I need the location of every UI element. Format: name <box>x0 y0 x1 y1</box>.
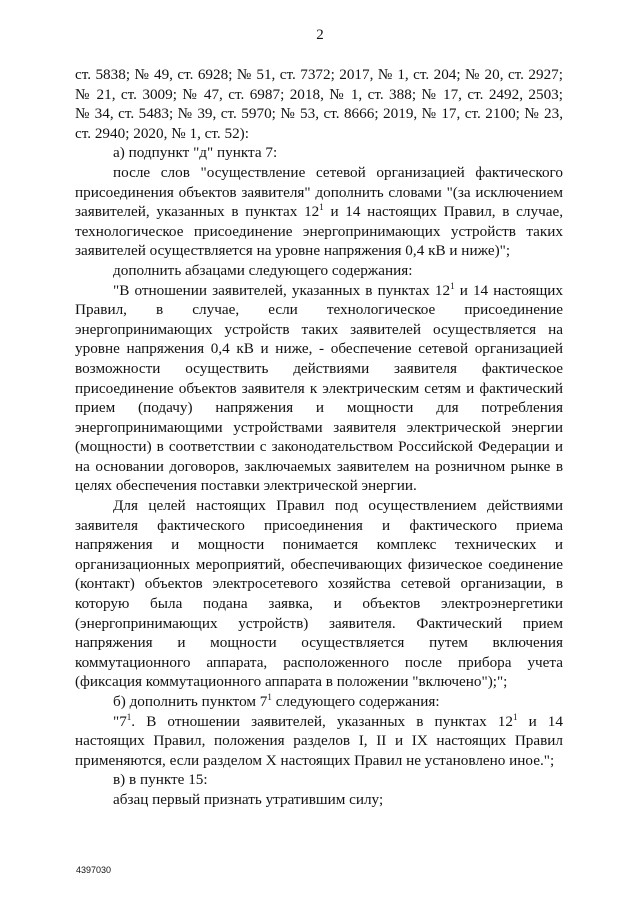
text-line: заявителей осуществляется на уровне напряжения 0,4 кВ и ниже)"; <box>75 242 511 260</box>
text-line: (мощности) в соответствии с законодательством Российской Федерации и <box>75 438 563 456</box>
text-line: заявителя фактического присоединения и фактического приема <box>75 516 563 534</box>
text-segment: и 14 настоящих <box>454 281 563 299</box>
text-line: энергопринимающих устройств таких заявителей осуществляется на <box>75 320 563 338</box>
text-line: технологическое присоединение энергопринимающих устройств таких <box>75 222 563 240</box>
text-segment: "В отношении заявителей, указанных в пунктах 12 <box>113 281 451 299</box>
text-line: возможности осуществить действиями заявителя фактическое <box>75 359 563 377</box>
text-line: после слов "осуществление сетевой организацией фактического <box>113 163 563 181</box>
text-line: присоединение объектов заявителя к электрическим сетям и фактический <box>75 379 563 397</box>
text-segment: б) дополнить пунктом 7 <box>113 693 268 710</box>
text-segment: следующего содержания: <box>271 693 440 710</box>
text-line: коммутационного аппарата, расположенного после прибора учета <box>75 653 563 671</box>
text-line: ст. 5838; № 49, ст. 6928; № 51, ст. 7372; 2017, № 1, ст. 204; № 20, ст. 2927; <box>75 66 563 83</box>
text-line: применяются, если разделом X настоящих Правил не установлено иное."; <box>75 751 555 769</box>
text-line: (контакт) объектов электросетевого хозяйства сетевой организации, в <box>75 575 563 593</box>
text-line: организационных мероприятий, обеспечивающих физическое соединение <box>75 555 563 573</box>
text-segment: и 14 настоящих Правил, в случае, <box>330 203 563 221</box>
text-line: на основании договоров, заключаемых заявителем на розничном рынке в <box>75 457 563 475</box>
text-line: уровне напряжения 0,4 кВ и ниже, - обеспечение сетевой организацией <box>75 340 563 358</box>
text-line: дополнить абзацами следующего содержания: <box>113 261 413 279</box>
text-line <box>75 281 563 301</box>
text-segment: заявителей, указанных в пунктах 12 <box>75 203 320 221</box>
superscript: 1 <box>267 692 272 702</box>
text-line: целях обеспечения поставки электрической энергии. <box>75 477 417 495</box>
text-line: а) подпункт "д" пункта 7: <box>113 144 278 162</box>
text-segment: . В отношении заявителей, указанных в пунктах 12 <box>131 712 513 730</box>
superscript: 1 <box>512 711 518 722</box>
superscript: 1 <box>319 202 324 213</box>
text-line <box>75 692 563 712</box>
page-number: 2 <box>316 27 324 43</box>
text-line: (фиксация коммутационного аппарата в положении "включено");"; <box>75 673 508 691</box>
text-line <box>75 202 563 222</box>
text-line: настоящих Правил, положения разделов I, II и IX настоящих Правил <box>75 732 563 750</box>
text-line: № 21, ст. 3009; № 47, ст. 6987; 2018, № 1, ст. 388; № 17, ст. 2492, 2503; <box>75 85 563 103</box>
text-segment: "7 <box>113 712 127 730</box>
superscript: 1 <box>450 280 455 291</box>
text-line: Для целей настоящих Правил под осуществлением действиями <box>113 497 563 515</box>
document-body <box>75 65 563 810</box>
text-segment: и 14 <box>517 712 563 730</box>
text-line: № 34, ст. 5483; № 39, ст. 5970; № 53, ст. 8666; 2019, № 17, ст. 2100; № 23, <box>75 105 563 123</box>
text-line: которую была подана заявка, и объектов электроэнергетики <box>75 595 563 613</box>
text-line: прием (подачу) напряжения и мощности для потребления <box>75 399 563 417</box>
text-line <box>75 712 563 732</box>
document-code: 4397030 <box>76 865 112 875</box>
text-line: абзац первый признать утратившим силу; <box>113 790 384 808</box>
text-line: напряжения и мощности понимается комплекс технических и <box>75 536 563 554</box>
text-line: Правил, в случае, если технологическое присоединение <box>75 301 563 319</box>
text-line: присоединения объектов заявителя" дополнить словами "(за исключением <box>75 183 563 201</box>
text-line: (энергопринимающих устройств) заявителя. Фактический прием <box>75 614 563 632</box>
superscript: 1 <box>126 711 132 722</box>
text-line: в) в пункте 15: <box>113 771 208 789</box>
text-line: энергопринимающими устройствами заявителя электрической энергии <box>75 418 563 436</box>
text-line: напряжения и мощности осуществляется путем включения <box>75 634 563 652</box>
text-line: ст. 2940; 2020, № 1, ст. 52): <box>75 124 249 142</box>
